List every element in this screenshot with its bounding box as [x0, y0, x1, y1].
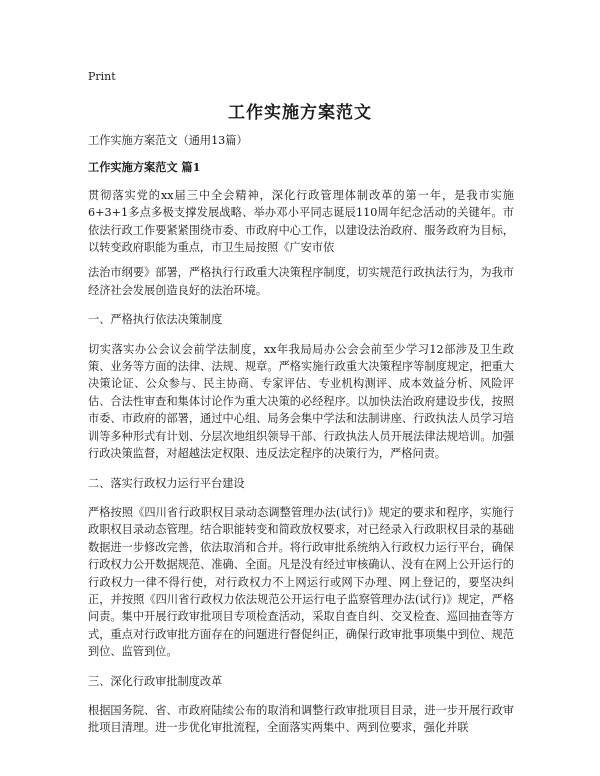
document-title: 工作实施方案范文: [228, 103, 372, 123]
print-link[interactable]: Print: [88, 70, 116, 83]
document-subtitle: 工作实施方案范文（通用13篇）: [88, 134, 248, 147]
paragraph-4: 严格按照《四川省行政职权目录动态调整管理办法(试行)》规定的要求和程序，实施行政职权目录动态管理。结合职能转变和简政放权要求，对已经录入行政职权目录的基础数据进一步修改完善，依法取消和合并。将行政审批系统纳入行政权力运行平台，确保行政权力公开数据规范、准确、全面。凡是没有经过审核确认、没有在网上公开运行的行政权力一律不得行使，对行政权力不上网运行或网下办理、网上登记的，要坚决纠正，并按照《四川省行政权力依法规范公开运行电子监察管理办法(试行)》规定，严格问责。集中开展行政审批项目专项检查活动，采取自查自纠、交叉检查、巡回抽查等方式，重点对行政审批方面存在的问题进行督促纠正，确保行政审批事项集中到位、规范到位、监管到位。: [88, 505, 514, 659]
section-heading-3: 三、深化行政审批制度改革: [88, 674, 223, 688]
paragraph-3: 切实落实办公会议会前学法制度，xx年我局局办公会会前至少学习12部涉及卫生政策、业务等方面的法律、法规、规章。严格实施行政重大决策程序等制度规定，把重大决策论证、公众参与、民主协商、专家评估、专业机构测评、成本效益分析、风险评估、合法性审查和集体讨论作为重大决策的必经程序。以加快法治政府建设步伐，按照市委、市政府的部署，通过中心组、局务会集中学法和法制讲座、行政执法人员学习培训等多种形式有计划、分层次地组织领导干部、行政执法人员开展法律法规培训。加强行政决策监督，对超越法定权限、违反法定程序的决策行为，严格问责。: [88, 342, 514, 461]
article-heading: 工作实施方案范文 篇1: [88, 160, 201, 175]
section-heading-2: 二、落实行政权力运行平台建设: [88, 476, 245, 490]
section-heading-1: 一、严格执行依法决策制度: [88, 313, 223, 327]
paragraph-5: 根据国务院、省、市政府陆续公布的取消和调整行政审批项目目录，进一步开展行政审批项目清理。进一步优化审批流程，全面落实两集中、两到位要求，强化并联: [88, 703, 514, 735]
paragraph-1: 贯彻落实党的xx届三中全会精神，深化行政管理体制改革的第一年，是我市实施6+3+1多点多极支撑发展战略、举办邓小平同志诞辰110周年纪念活动的关键年。市依法行政工作要紧紧围绕市委、市政府中心工作，以建设法治政府、服务政府为目标，以转变政府职能为重点，市卫生局按照《广安市依: [88, 188, 514, 255]
document-body: [88, 132, 514, 745]
paragraph-2: 法治市纲要》部署，严格执行行政重大决策程序制度，切实规范行政执法行为，为我市经济社会发展创造良好的法治环境。: [88, 266, 514, 297]
